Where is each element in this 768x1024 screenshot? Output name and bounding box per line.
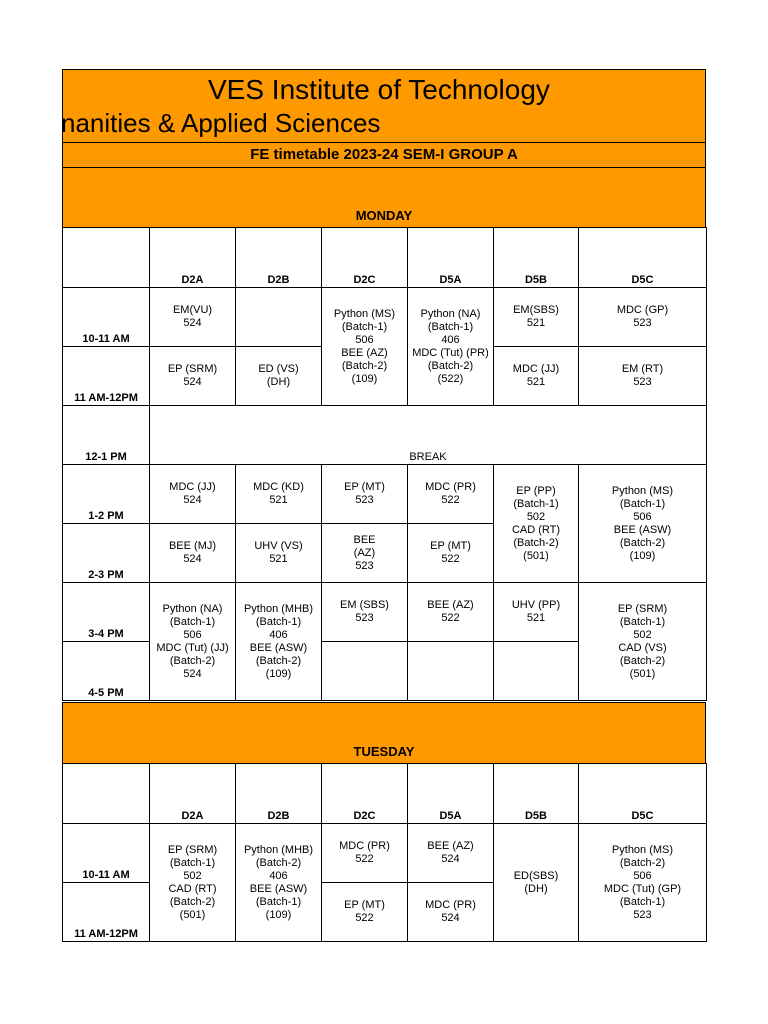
slot-cell-empty <box>408 642 494 701</box>
slot-line: 406 <box>441 333 460 346</box>
slot-line: 523 <box>355 612 374 624</box>
slot-line: MDC (GP) <box>616 304 669 316</box>
slot-line: (Batch-2) <box>619 654 666 667</box>
slot-line: MDC (Tut) (PR) <box>412 346 489 359</box>
slot-line: 521 <box>269 553 288 565</box>
timetable-title-text: FE timetable 2023-24 SEM-I GROUP A <box>250 146 518 163</box>
slot-cell <box>236 465 322 524</box>
slot-cell <box>322 288 408 406</box>
slot-cell-empty <box>236 288 322 347</box>
slot-line: 522 <box>355 853 374 865</box>
slot-line: (DH) <box>524 882 548 895</box>
slot-line: MDC (KD) <box>253 481 304 493</box>
slot-line: 506 <box>183 628 202 641</box>
slot-line: EM (RT) <box>621 363 664 375</box>
col-head-d5a: D5A <box>408 228 494 288</box>
slot-line: 523 <box>633 908 652 921</box>
slot-line: (109) <box>351 372 378 385</box>
slot-line: CAD (RT) <box>168 882 217 895</box>
slot-line: 502 <box>183 869 202 882</box>
day-name: TUESDAY <box>353 744 415 759</box>
break-cell: BREAK <box>150 406 707 465</box>
slot-line: BEE (AZ) <box>341 346 388 359</box>
slot-cell <box>150 465 236 524</box>
slot-line: Python (MS) <box>333 307 396 320</box>
slot-line: UHV (PP) <box>511 599 561 611</box>
slot-line: (AZ) <box>353 546 376 559</box>
slot-cell <box>236 824 322 942</box>
slot-line: BEE (ASW) <box>249 882 308 895</box>
timetable-title <box>62 142 706 168</box>
col-head-d5c: D5C <box>579 228 707 288</box>
slot-line: EM (SBS) <box>340 599 389 611</box>
slot-line: EP (SRM) <box>167 843 218 856</box>
slot-line: (Batch-2) <box>255 654 302 667</box>
corner-cell <box>63 764 150 824</box>
slot-line: EM(SBS) <box>513 304 559 316</box>
slot-cell <box>494 583 579 642</box>
slot-line: 524 <box>183 553 202 565</box>
time-label: 11 AM-12PM <box>63 347 150 406</box>
slot-line: (Batch-1) <box>619 615 666 628</box>
slot-cell <box>150 583 236 701</box>
slot-line: BEE (AZ) <box>427 840 474 852</box>
slot-line: EP (MT) <box>344 481 385 493</box>
slot-line: 524 <box>183 494 202 506</box>
slot-line: (Batch-2) <box>341 359 388 372</box>
slot-line: (109) <box>629 549 656 562</box>
slot-line: (Batch-2) <box>255 856 302 869</box>
day-band-monday <box>62 167 706 228</box>
col-head-d2c: D2C <box>322 764 408 824</box>
time-row <box>63 465 707 524</box>
slot-cell <box>408 824 494 883</box>
slot-cell <box>408 465 494 524</box>
time-label: 11 AM-12PM <box>63 883 150 942</box>
slot-line: EP (SRM) <box>167 363 218 375</box>
slot-line: EP (SRM) <box>617 602 668 615</box>
slot-line: (Batch-1) <box>619 895 666 908</box>
time-row <box>63 824 707 883</box>
slot-line: 406 <box>269 869 288 882</box>
col-head-d2c: D2C <box>322 228 408 288</box>
slot-line: 522 <box>441 553 460 565</box>
slot-line: (109) <box>265 908 292 921</box>
slot-cell <box>408 288 494 406</box>
slot-line: 524 <box>183 376 202 388</box>
tuesday-grid <box>62 763 707 942</box>
header-row <box>63 228 707 288</box>
department-name: nanities & Applied Sciences <box>61 109 381 137</box>
slot-line: (Batch-1) <box>255 895 302 908</box>
slot-line: 524 <box>183 667 202 680</box>
slot-line: CAD (VS) <box>618 641 667 654</box>
slot-line: EP (PP) <box>516 484 556 497</box>
slot-cell <box>236 583 322 701</box>
slot-line: MDC (Tut) (GP) <box>603 882 682 895</box>
slot-line: 502 <box>633 628 652 641</box>
slot-cell <box>236 524 322 583</box>
slot-line: ED(SBS) <box>513 869 559 882</box>
slot-cell <box>150 347 236 406</box>
slot-cell <box>150 824 236 942</box>
slot-line: EP (MT) <box>430 540 471 552</box>
slot-line: 522 <box>355 912 374 924</box>
slot-line: (501) <box>629 667 656 680</box>
slot-cell <box>579 465 707 583</box>
corner-cell <box>63 228 150 288</box>
slot-line: BEE (ASW) <box>613 523 672 536</box>
slot-cell <box>236 347 322 406</box>
col-head-d5c: D5C <box>579 764 707 824</box>
slot-cell <box>494 465 579 583</box>
slot-line: (Batch-2) <box>513 536 559 549</box>
slot-line: (501) <box>179 908 206 921</box>
slot-cell <box>579 583 707 701</box>
slot-cell <box>322 524 408 583</box>
slot-line: 506 <box>633 869 652 882</box>
institute-name: VES Institute of Technology <box>208 74 550 105</box>
slot-line: (Batch-1) <box>619 497 666 510</box>
slot-line: (522) <box>437 372 464 385</box>
time-label: 1-2 PM <box>63 465 150 524</box>
col-head-d5b: D5B <box>494 764 579 824</box>
slot-line: 502 <box>526 510 546 523</box>
slot-line: 521 <box>526 376 546 388</box>
slot-cell-empty <box>322 642 408 701</box>
day-band-tuesday <box>62 702 706 764</box>
slot-line: 524 <box>441 912 460 924</box>
slot-cell <box>579 347 707 406</box>
slot-line: Python (MHB) <box>243 843 314 856</box>
slot-line: MDC (JJ) <box>512 363 560 375</box>
slot-line: 521 <box>526 317 546 329</box>
slot-line: 523 <box>355 559 374 572</box>
col-head-d2b: D2B <box>236 228 322 288</box>
slot-cell <box>408 883 494 942</box>
slot-line: UHV (VS) <box>254 540 303 552</box>
col-head-d5b: D5B <box>494 228 579 288</box>
slot-line: ED (VS) <box>258 363 299 375</box>
col-head-d2a: D2A <box>150 764 236 824</box>
slot-cell <box>322 824 408 883</box>
slot-line: (DH) <box>266 376 291 388</box>
time-label: 12-1 PM <box>63 406 150 465</box>
slot-cell <box>322 883 408 942</box>
slot-line: MDC (JJ) <box>169 481 216 493</box>
slot-line: (Batch-2) <box>619 856 666 869</box>
slot-cell <box>150 524 236 583</box>
slot-line: EP (MT) <box>344 899 385 911</box>
slot-line: Python (MS) <box>611 843 674 856</box>
slot-cell <box>322 583 408 642</box>
slot-line: MDC (Tut) (JJ) <box>156 641 229 654</box>
slot-line: (Batch-1) <box>513 497 559 510</box>
slot-line: (109) <box>265 667 292 680</box>
slot-line: (Batch-2) <box>169 654 216 667</box>
slot-cell <box>579 824 707 942</box>
time-row <box>63 406 707 465</box>
slot-cell <box>579 288 707 347</box>
header-block <box>62 69 706 143</box>
slot-line: CAD (RT) <box>511 523 561 536</box>
slot-line: (Batch-2) <box>619 536 666 549</box>
slot-line: (Batch-1) <box>255 615 302 628</box>
slot-line: 522 <box>441 612 460 624</box>
time-row <box>63 288 707 347</box>
slot-line: BEE (ASW) <box>249 641 308 654</box>
time-row <box>63 583 707 642</box>
monday-grid <box>62 227 707 701</box>
slot-cell <box>494 288 579 347</box>
slot-line: 523 <box>355 494 374 506</box>
slot-line: (Batch-1) <box>169 615 216 628</box>
slot-line: (Batch-2) <box>427 359 474 372</box>
slot-line: 521 <box>269 494 288 506</box>
slot-line: MDC (PR) <box>339 840 390 852</box>
slot-line: Python (NA) <box>162 602 223 615</box>
slot-line: 506 <box>633 510 652 523</box>
col-head-d2b: D2B <box>236 764 322 824</box>
header-row <box>63 764 707 824</box>
slot-cell-empty <box>494 642 579 701</box>
slot-line: (Batch-1) <box>341 320 388 333</box>
time-label: 2-3 PM <box>63 524 150 583</box>
col-head-d5a: D5A <box>408 764 494 824</box>
slot-line: 522 <box>441 494 460 506</box>
slot-line: (Batch-2) <box>169 895 216 908</box>
slot-line: MDC (PR) <box>425 481 476 493</box>
slot-line: 506 <box>355 333 374 346</box>
slot-cell <box>408 583 494 642</box>
slot-line: BEE (AZ) <box>427 599 474 611</box>
slot-cell <box>322 465 408 524</box>
slot-cell <box>494 824 579 942</box>
slot-line: (501) <box>523 549 549 562</box>
slot-line: Python (MS) <box>611 484 674 497</box>
slot-line: EM(VU) <box>172 304 213 316</box>
slot-line: 524 <box>441 853 460 865</box>
slot-line: (Batch-1) <box>427 320 474 333</box>
time-label: 4-5 PM <box>63 642 150 701</box>
time-label: 10-11 AM <box>63 824 150 883</box>
time-label: 3-4 PM <box>63 583 150 642</box>
slot-cell <box>408 524 494 583</box>
slot-line: Python (NA) <box>420 307 481 320</box>
slot-line: 523 <box>633 317 652 329</box>
slot-line: Python (MHB) <box>243 602 314 615</box>
day-name: MONDAY <box>355 208 413 223</box>
slot-line: (Batch-1) <box>169 856 216 869</box>
slot-line: BEE (MJ) <box>168 540 217 552</box>
slot-line: BEE <box>353 533 376 546</box>
slot-line: 521 <box>526 612 546 624</box>
slot-cell <box>494 347 579 406</box>
slot-line: 523 <box>633 376 652 388</box>
slot-line: 406 <box>269 628 288 641</box>
slot-line: MDC (PR) <box>425 899 476 911</box>
col-head-d2a: D2A <box>150 228 236 288</box>
slot-cell <box>150 288 236 347</box>
slot-line: 524 <box>183 317 202 329</box>
time-label: 10-11 AM <box>63 288 150 347</box>
